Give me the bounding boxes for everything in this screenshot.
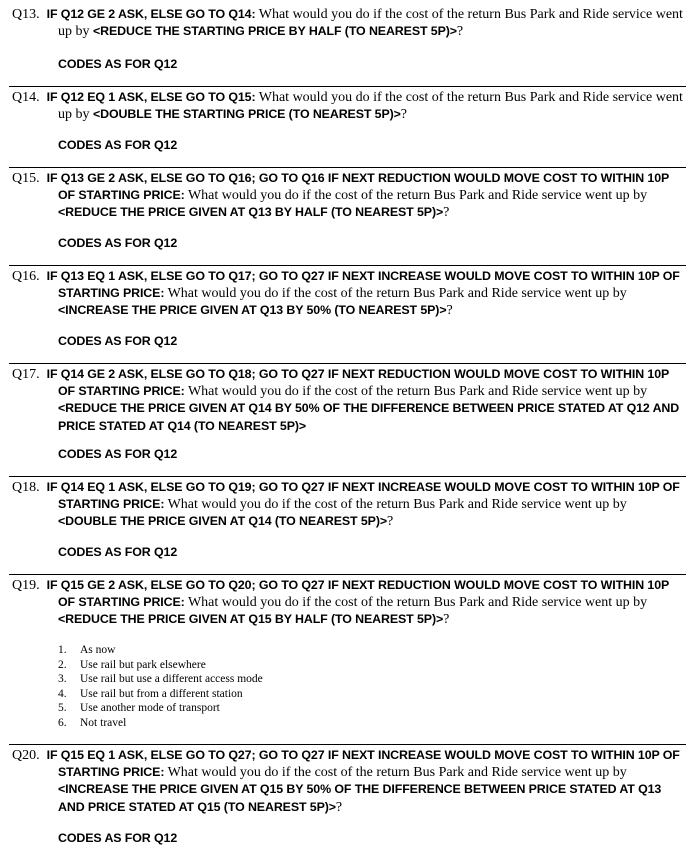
codes-note: CODES AS FOR Q12 (58, 57, 178, 71)
question-number: Q18. (12, 480, 40, 495)
option-label: Use another mode of transport (80, 702, 220, 715)
codes-note: CODES AS FOR Q12 (58, 831, 178, 845)
list-item (58, 701, 263, 716)
question-body: What would you do if the cost of the return Bus Park and Ride service went up by (187, 384, 648, 400)
price-instruction: <DOUBLE THE STARTING PRICE (TO NEAREST 5P)> (93, 107, 401, 122)
question-text (12, 747, 684, 816)
question-body: What would you do if the cost of the return Bus Park and Ride service went up by (187, 595, 648, 611)
question-body: What would you do if the cost of the return Bus Park and Ride service went up by (167, 286, 627, 302)
routing-instruction: IF Q15 EQ 1 ASK, ELSE GO TO Q27; GO TO Q27 IF NEXT INCREASE WOULD MOVE COST TO WITHIN 10P OF STARTING PRICE: (46, 748, 680, 780)
list-item (58, 643, 263, 658)
list-item (58, 658, 263, 673)
question-text (12, 89, 684, 123)
option-label: Use rail but from a different station (80, 687, 243, 700)
price-instruction: <INCREASE THE PRICE GIVEN AT Q15 BY 50% OF THE DIFFERENCE BETWEEN PRICE STATED AT Q13 AND PRICE STATED AT Q15 (TO NEAREST 5P)> (58, 782, 662, 814)
option-label: As now (80, 644, 116, 656)
question-text (12, 479, 684, 531)
answer-options (58, 643, 263, 731)
routing-instruction: IF Q13 GE 2 ASK, ELSE GO TO Q16; GO TO Q16 IF NEXT REDUCTION WOULD MOVE COST TO WITHIN 10P OF STARTING PRICE: (46, 171, 669, 203)
routing-instruction: IF Q12 EQ 1 ASK, ELSE GO TO Q15: (46, 90, 256, 104)
question-suffix: ? (400, 107, 408, 123)
price-instruction: <REDUCE THE PRICE GIVEN AT Q13 BY HALF (TO NEAREST 5P)> (58, 205, 444, 220)
divider (9, 86, 686, 87)
question-number: Q13. (12, 7, 40, 22)
price-instruction: <DOUBLE THE PRICE GIVEN AT Q14 (TO NEAREST 5P)> (58, 514, 387, 529)
list-item (58, 672, 263, 687)
question-suffix: ? (387, 514, 394, 530)
divider (9, 167, 686, 168)
question-suffix: ? (335, 799, 343, 815)
routing-instruction: IF Q13 EQ 1 ASK, ELSE GO TO Q17; GO TO Q27 IF NEXT INCREASE WOULD MOVE COST TO WITHIN 10P OF STARTING PRICE: (46, 269, 680, 301)
option-number: 3. (58, 673, 67, 686)
price-instruction: <INCREASE THE PRICE GIVEN AT Q13 BY 50% (TO NEAREST 5P)> (58, 303, 447, 318)
codes-note: CODES AS FOR Q12 (58, 545, 178, 559)
routing-instruction: IF Q14 GE 2 ASK, ELSE GO TO Q18; GO TO Q27 IF NEXT REDUCTION WOULD MOVE COST TO WITHIN 10P OF STARTING PRICE: (46, 367, 669, 399)
question-number: Q17. (12, 367, 40, 382)
routing-instruction: IF Q15 GE 2 ASK, ELSE GO TO Q20; GO TO Q27 IF NEXT REDUCTION WOULD MOVE COST TO WITHIN 10P OF STARTING PRICE: (46, 578, 669, 610)
option-label: Use rail but use a different access mode (80, 673, 263, 686)
price-instruction: <REDUCE THE PRICE GIVEN AT Q14 BY 50% OF THE DIFFERENCE BETWEEN PRICE STATED AT Q12 AND PRICE STATED AT Q14 (TO NEAREST 5P)> (58, 401, 680, 433)
option-number: 6. (58, 716, 67, 729)
question-suffix: ? (456, 24, 464, 40)
question-text (12, 268, 684, 320)
question-body: What would you do if the cost of the return Bus Park and Ride service went up by (167, 497, 627, 513)
divider (9, 574, 686, 575)
option-number: 5. (58, 702, 67, 715)
question-body: What would you do if the cost of the return Bus Park and Ride service went up by (58, 90, 683, 123)
codes-note: CODES AS FOR Q12 (58, 236, 178, 250)
routing-instruction: IF Q12 GE 2 ASK, ELSE GO TO Q14: (46, 7, 256, 21)
question-body: What would you do if the cost of the return Bus Park and Ride service went up by (167, 765, 627, 781)
question-number: Q19. (12, 578, 40, 593)
codes-note: CODES AS FOR Q12 (58, 447, 178, 461)
question-suffix: ? (443, 612, 450, 628)
question-body: What would you do if the cost of the return Bus Park and Ride service went up by (187, 188, 648, 204)
question-number: Q15. (12, 171, 40, 186)
option-label: Use rail but park elsewhere (80, 658, 206, 671)
codes-note: CODES AS FOR Q12 (58, 334, 178, 348)
divider (9, 744, 686, 745)
question-text (12, 366, 684, 435)
question-number: Q16. (12, 269, 40, 284)
option-number: 4. (58, 687, 67, 700)
question-text (12, 6, 684, 40)
codes-note: CODES AS FOR Q12 (58, 138, 178, 152)
list-item (58, 687, 263, 702)
price-instruction: <REDUCE THE PRICE GIVEN AT Q15 BY HALF (TO NEAREST 5P)> (58, 612, 444, 627)
divider (9, 476, 686, 477)
question-number: Q20. (12, 748, 40, 763)
routing-instruction: IF Q14 EQ 1 ASK, ELSE GO TO Q19; GO TO Q27 IF NEXT INCREASE WOULD MOVE COST TO WITHIN 10P OF STARTING PRICE: (46, 480, 680, 512)
question-number: Q14. (12, 90, 40, 105)
divider (9, 363, 686, 364)
list-item (58, 716, 263, 731)
question-suffix: ? (446, 303, 453, 319)
option-label: Not travel (80, 716, 127, 729)
price-instruction: <REDUCE THE STARTING PRICE BY HALF (TO NEAREST 5P)> (93, 24, 457, 39)
question-text (12, 170, 684, 222)
option-number: 2. (58, 658, 67, 671)
option-number: 1. (58, 644, 67, 656)
divider (9, 265, 686, 266)
question-suffix: ? (443, 205, 450, 221)
question-text (12, 577, 684, 629)
question-body: What would you do if the cost of the return Bus Park and Ride service went up by (58, 7, 683, 40)
